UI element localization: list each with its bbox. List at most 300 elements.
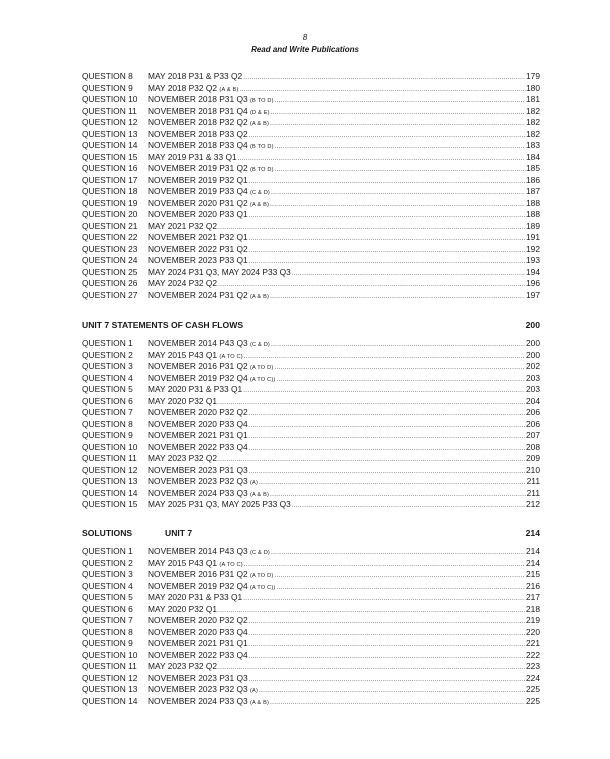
toc-page-number: 206 <box>526 418 540 429</box>
toc-entry-source: NOVEMBER 2016 P31 Q2 <box>148 569 248 579</box>
toc-entry <box>82 684 540 696</box>
toc-page-number: 182 <box>526 128 540 139</box>
dot-leader <box>271 548 525 560</box>
toc-entry-description <box>148 673 249 685</box>
toc-question-label: QUESTION 12 <box>82 672 138 683</box>
toc-page-number: 219 <box>526 615 540 625</box>
dot-leader <box>243 594 525 606</box>
toc-entry <box>82 396 540 408</box>
toc-question-label: QUESTION 13 <box>82 684 138 694</box>
toc-entry <box>82 442 540 454</box>
dot-leader <box>243 386 525 398</box>
toc-entry <box>82 430 540 442</box>
toc-entry-part: (A & B) <box>249 293 270 300</box>
toc-entry-source: NOVEMBER 2019 P32 Q4 <box>148 580 248 591</box>
toc-page-number: 212 <box>526 499 540 509</box>
toc-entry-source: NOVEMBER 2023 P33 Q1 <box>148 255 248 265</box>
toc-entry <box>82 83 540 95</box>
toc-page-number: 225 <box>526 684 540 694</box>
toc-entry-source: NOVEMBER 2020 P31 Q2 <box>148 197 248 208</box>
toc-question-label: QUESTION 7 <box>82 407 133 417</box>
toc-question-label: QUESTION 9 <box>82 82 133 93</box>
toc-entry <box>82 129 540 141</box>
toc-section-solutions <box>82 546 540 707</box>
toc-entry-source: NOVEMBER 2022 P31 Q2 <box>148 243 248 254</box>
toc-question-label: QUESTION 5 <box>82 384 133 394</box>
toc-entry-description <box>148 499 292 511</box>
toc-entry <box>82 209 540 221</box>
toc-entry <box>82 350 540 362</box>
toc-question-label: QUESTION 11 <box>82 453 137 463</box>
toc-question-label: QUESTION 19 <box>82 197 138 208</box>
toc-entry-source: NOVEMBER 2021 P31 Q1 <box>148 430 248 440</box>
toc-entry-description <box>148 627 249 639</box>
toc-entry <box>82 163 540 175</box>
dot-leader <box>249 421 525 433</box>
toc-entry-source: NOVEMBER 2018 P32 Q2 <box>148 117 248 127</box>
toc-unit7-heading <box>82 318 540 332</box>
toc-entry <box>82 615 540 627</box>
toc-entry-description <box>148 592 243 604</box>
toc-page-number: 218 <box>526 603 540 614</box>
toc-page-number: 203 <box>526 384 540 394</box>
toc-entry <box>82 581 540 593</box>
toc-entry <box>82 673 540 685</box>
toc-page-number: 206 <box>526 407 540 417</box>
toc-entry-part: (D & E) <box>249 109 270 116</box>
toc-entry-source: NOVEMBER 2023 P32 Q3 <box>148 476 248 486</box>
toc-question-label: QUESTION 11 <box>82 105 137 116</box>
toc-question-label: QUESTION 21 <box>82 220 138 231</box>
toc-entry-description <box>148 221 218 233</box>
toc-question-label: QUESTION 4 <box>82 372 133 383</box>
toc-page-number: 186 <box>526 174 540 185</box>
toc-page-number: 224 <box>526 672 540 683</box>
toc-question-label: QUESTION 10 <box>82 649 138 660</box>
dot-leader <box>249 177 525 189</box>
toc-entry-source: NOVEMBER 2024 P33 Q3 <box>148 487 248 498</box>
toc-entry-source: MAY 2023 P32 Q2 <box>148 453 218 463</box>
toc-entry-description <box>148 384 243 396</box>
toc-entry-part: (A TO D) <box>249 573 274 579</box>
toc-entry <box>82 638 540 650</box>
toc-entry-part: (B TO D) <box>249 144 274 150</box>
toc-page-number: 204 <box>526 395 540 406</box>
toc-entry-source: MAY 2024 P32 Q2 <box>148 278 218 288</box>
solutions-heading-unit: UNIT 7 <box>165 528 193 538</box>
toc-question-label: QUESTION 22 <box>82 232 138 242</box>
publisher-name: Read and Write Publications <box>251 45 359 54</box>
toc-question-label: QUESTION 20 <box>82 209 138 219</box>
toc-entry-description <box>148 175 249 187</box>
dot-leader <box>238 154 525 166</box>
toc-entry-source: MAY 2020 P32 Q1 <box>148 603 218 614</box>
toc-question-label: QUESTION 16 <box>82 163 138 173</box>
dot-leader <box>218 223 525 235</box>
toc-entry-description <box>148 396 218 408</box>
toc-page-number: 209 <box>526 453 540 463</box>
toc-page-number: 194 <box>526 266 540 277</box>
dot-leader <box>218 606 525 618</box>
toc-entry <box>82 71 540 83</box>
toc-entry-source: NOVEMBER 2020 P33 Q4 <box>148 626 248 637</box>
toc-entry-source: NOVEMBER 2018 P33 Q4 <box>148 140 248 150</box>
toc-question-label: QUESTION 6 <box>82 395 133 406</box>
dot-leader <box>271 108 525 120</box>
toc-page-number: 197 <box>526 289 540 300</box>
dot-leader <box>259 686 525 698</box>
toc-page-number: 200 <box>526 338 540 348</box>
toc-question-label: QUESTION 18 <box>82 186 138 196</box>
dot-leader <box>249 467 525 479</box>
dot-leader <box>240 85 526 97</box>
toc-entry-source: NOVEMBER 2018 P31 Q4 <box>148 105 248 116</box>
toc-entry-source: NOVEMBER 2021 P32 Q1 <box>148 232 248 242</box>
dot-leader <box>249 675 525 687</box>
toc-page-number: 182 <box>526 105 540 116</box>
toc-question-label: QUESTION 1 <box>82 338 133 348</box>
toc-entry <box>82 175 540 187</box>
toc-page-number: 193 <box>526 255 540 265</box>
toc-entry-description <box>148 604 218 616</box>
toc-entry-source: MAY 2015 P43 Q1 <box>148 349 218 360</box>
toc-page-number: 179 <box>526 71 540 81</box>
dot-leader <box>218 398 525 410</box>
toc-page-number: 223 <box>526 661 540 671</box>
toc-entry-description <box>148 696 270 710</box>
toc-question-label: QUESTION 26 <box>82 278 138 288</box>
dot-leader <box>270 119 525 131</box>
dot-leader <box>249 131 525 143</box>
toc-entry <box>82 244 540 256</box>
dot-leader <box>249 246 525 258</box>
toc-entry-part: (A & B) <box>219 86 239 93</box>
toc-entry-part: (A) <box>249 480 259 486</box>
toc-entry-description <box>148 407 249 419</box>
toc-entry <box>82 267 540 279</box>
toc-page-number: 191 <box>526 232 540 242</box>
toc-question-label: QUESTION 3 <box>82 361 133 371</box>
toc-question-label: QUESTION 14 <box>82 140 138 150</box>
toc-entry-description <box>148 232 249 244</box>
toc-entry-part: (A TO C)) <box>249 584 276 591</box>
toc-question-label: QUESTION 1 <box>82 546 133 556</box>
toc-entry-description <box>148 465 249 477</box>
toc-entry <box>82 117 540 129</box>
toc-entry-source: NOVEMBER 2024 P33 Q3 <box>148 695 248 706</box>
toc-section-previous-unit <box>82 71 540 301</box>
toc-entry <box>82 476 540 488</box>
toc-question-label: QUESTION 15 <box>82 499 138 509</box>
toc-page-number: 182 <box>526 117 540 127</box>
toc-entry-source: MAY 2018 P31 & P33 Q2 <box>148 71 243 81</box>
toc-entry-part: (A TO C) <box>219 353 243 360</box>
dot-leader <box>218 663 525 675</box>
toc-page-number: 185 <box>526 163 540 173</box>
page-number: 8 <box>302 33 308 42</box>
toc-page-number: 202 <box>526 361 540 371</box>
toc-entry-part: (B TO D) <box>249 167 274 173</box>
toc-solutions-heading <box>82 526 540 540</box>
dot-leader <box>249 444 525 456</box>
toc-question-label: QUESTION 9 <box>82 430 133 440</box>
toc-entry-description <box>148 255 249 267</box>
toc-page-number: 187 <box>526 186 540 196</box>
toc-question-label: QUESTION 4 <box>82 580 133 591</box>
toc-entry-description <box>148 129 249 141</box>
toc-entry-source: NOVEMBER 2019 P31 Q2 <box>148 163 248 173</box>
toc-entry <box>82 186 540 198</box>
toc-entry <box>82 546 540 558</box>
toc-question-label: QUESTION 13 <box>82 128 138 139</box>
dot-leader <box>243 73 525 85</box>
toc-question-label: QUESTION 15 <box>82 151 138 162</box>
toc-question-label: QUESTION 2 <box>82 349 133 360</box>
toc-entry-source: MAY 2023 P32 Q2 <box>148 661 218 671</box>
dot-leader <box>270 490 526 502</box>
toc-entry-description <box>148 278 218 290</box>
toc-page-number: 207 <box>526 430 540 440</box>
toc-entry-part: (A TO C) <box>219 561 243 568</box>
toc-entry <box>82 255 540 267</box>
toc-question-label: QUESTION 12 <box>82 464 138 475</box>
toc-entry-source: MAY 2025 P31 Q3, MAY 2025 P33 Q3 <box>148 499 291 509</box>
toc-entry-source: NOVEMBER 2023 P31 Q3 <box>148 464 248 475</box>
toc-entry <box>82 604 540 616</box>
toc-entry-part: (A & B) <box>249 699 270 706</box>
toc-entry <box>82 650 540 662</box>
toc-entry <box>82 419 540 431</box>
dot-leader <box>249 432 525 444</box>
toc-question-label: QUESTION 8 <box>82 71 133 81</box>
dot-leader <box>218 455 525 467</box>
toc-entry-source: MAY 2020 P31 & P33 Q1 <box>148 384 243 394</box>
toc-question-label: QUESTION 8 <box>82 418 133 429</box>
toc-section-unit7 <box>82 338 540 511</box>
toc-page-number: 208 <box>526 441 540 452</box>
dot-leader <box>249 617 525 629</box>
toc-entry <box>82 338 540 350</box>
toc-page-number: 214 <box>526 546 540 556</box>
toc-entry <box>82 373 540 385</box>
toc-page-number: 216 <box>526 580 540 591</box>
toc-entry <box>82 569 540 581</box>
toc-entry <box>82 696 540 708</box>
toc-entry-source: NOVEMBER 2018 P31 Q3 <box>148 94 248 104</box>
toc-page-number: 211 <box>526 487 540 498</box>
toc-page-number: 181 <box>526 94 540 104</box>
toc-entry-description <box>148 453 218 465</box>
toc-question-label: QUESTION 14 <box>82 695 138 706</box>
toc-question-label: QUESTION 13 <box>82 476 138 486</box>
dot-leader <box>276 375 525 387</box>
toc-entry-source: MAY 2019 P31 & 33 Q1 <box>148 151 237 162</box>
toc-page-number: 183 <box>526 140 540 150</box>
toc-question-label: QUESTION 2 <box>82 557 133 568</box>
toc-page-number: 210 <box>526 464 540 475</box>
toc-question-label: QUESTION 14 <box>82 487 138 498</box>
dot-leader <box>292 501 525 513</box>
toc-question-label: QUESTION 24 <box>82 255 138 265</box>
toc-entry-source: MAY 2020 P31 & P33 Q1 <box>148 592 243 602</box>
dot-leader <box>276 583 525 595</box>
toc-entry <box>82 488 540 500</box>
toc-entry-source: NOVEMBER 2024 P31 Q2 <box>148 289 248 300</box>
toc-entry-part: (A & B) <box>249 201 270 208</box>
toc-page-number: 196 <box>526 278 540 288</box>
toc-entry-source: MAY 2024 P31 Q3, MAY 2024 P33 Q3 <box>148 266 291 277</box>
toc-question-label: QUESTION 23 <box>82 243 138 254</box>
toc-page-number: 188 <box>526 197 540 208</box>
toc-question-label: QUESTION 7 <box>82 615 133 625</box>
toc-entry-part: (B TO D) <box>249 98 274 104</box>
toc-entry-description <box>148 442 249 454</box>
toc-entry <box>82 384 540 396</box>
toc-entry-part: (A) <box>249 688 259 694</box>
toc-entry <box>82 232 540 244</box>
toc-entry-source: NOVEMBER 2022 P33 Q4 <box>148 441 248 452</box>
toc-entry <box>82 94 540 106</box>
toc-entry-part: (A TO D) <box>249 365 274 371</box>
dot-leader <box>270 200 525 212</box>
toc-entry <box>82 198 540 210</box>
toc-entry-part: (A TO C)) <box>249 376 276 383</box>
toc-question-label: QUESTION 12 <box>82 117 138 127</box>
toc-entry-source: NOVEMBER 2014 P43 Q3 <box>148 546 248 556</box>
dot-leader <box>249 211 525 223</box>
toc-entry <box>82 661 540 673</box>
toc-question-label: QUESTION 9 <box>82 638 133 648</box>
toc-question-label: QUESTION 11 <box>82 661 137 671</box>
toc-entry <box>82 140 540 152</box>
toc-page-number: 222 <box>526 649 540 660</box>
toc-entry <box>82 499 540 511</box>
toc-entry-source: NOVEMBER 2023 P31 Q3 <box>148 672 248 683</box>
toc-question-label: QUESTION 27 <box>82 289 138 300</box>
toc-entry-description <box>148 267 292 279</box>
toc-entry <box>82 221 540 233</box>
toc-page-number: 215 <box>526 569 540 579</box>
toc-entry-source: NOVEMBER 2014 P43 Q3 <box>148 338 248 348</box>
unit7-heading-page: 200 <box>525 320 540 330</box>
dot-leader <box>270 698 525 710</box>
toc-entry-description <box>148 244 249 256</box>
dot-leader <box>244 560 525 572</box>
toc-entry <box>82 361 540 373</box>
dot-leader <box>259 478 526 490</box>
toc-entry-source: NOVEMBER 2020 P32 Q2 <box>148 407 248 417</box>
dot-leader <box>274 571 525 583</box>
toc-page-number: 217 <box>526 592 540 602</box>
toc-entry-description <box>148 661 218 673</box>
toc-entry-description <box>148 71 243 83</box>
toc-entry-description <box>148 419 249 431</box>
toc-entry-part: (C & D) <box>249 550 270 556</box>
toc-entry <box>82 627 540 639</box>
unit7-heading-title: UNIT 7 STATEMENTS OF CASH FLOWS <box>82 320 244 330</box>
toc-entry-source: MAY 2015 P43 Q1 <box>148 557 218 568</box>
toc-page-number: 192 <box>526 243 540 254</box>
toc-entry <box>82 152 540 164</box>
toc-entry-source: MAY 2020 P32 Q1 <box>148 395 218 406</box>
dot-leader <box>249 640 525 652</box>
toc-entry-source: MAY 2021 P32 Q2 <box>148 220 218 231</box>
toc-question-label: QUESTION 10 <box>82 94 138 104</box>
toc-question-label: QUESTION 3 <box>82 569 133 579</box>
toc-entry-part: (C & D) <box>249 342 270 348</box>
toc-question-label: QUESTION 17 <box>82 174 138 185</box>
dot-leader <box>271 188 525 200</box>
toc-page-number: 211 <box>526 476 540 486</box>
toc-entry <box>82 592 540 604</box>
toc-entry-source: NOVEMBER 2020 P33 Q4 <box>148 418 248 429</box>
toc-entry <box>82 558 540 570</box>
solutions-heading-page: 214 <box>525 528 540 538</box>
toc-page-number: 225 <box>526 695 540 706</box>
toc-question-label: QUESTION 10 <box>82 441 138 452</box>
dot-leader <box>275 96 525 108</box>
toc-entry-description <box>148 152 238 164</box>
toc-page-number: 221 <box>526 638 540 648</box>
toc-entry <box>82 407 540 419</box>
toc-page-number: 180 <box>526 82 540 93</box>
toc-entry-part: (A & B) <box>249 491 270 498</box>
dot-leader <box>244 352 525 364</box>
dot-leader <box>249 234 525 246</box>
dot-leader <box>275 142 525 154</box>
solutions-heading-title: SOLUTIONS <box>82 528 133 538</box>
toc-page-number: 184 <box>526 151 540 162</box>
dot-leader <box>249 409 525 421</box>
toc-entry-source: NOVEMBER 2019 P32 Q1 <box>148 174 248 185</box>
dot-leader <box>292 269 525 281</box>
toc-page-number: 200 <box>526 349 540 360</box>
toc-page-number: 189 <box>526 220 540 231</box>
toc-page-number: 214 <box>526 557 540 568</box>
toc-entry-part: (C & D) <box>249 190 270 196</box>
toc-entry-source: MAY 2018 P32 Q2 <box>148 82 218 93</box>
toc-page-number: 203 <box>526 372 540 383</box>
toc-entry-source: NOVEMBER 2022 P33 Q4 <box>148 649 248 660</box>
toc-entry <box>82 465 540 477</box>
dot-leader <box>270 292 525 304</box>
toc-entry <box>82 106 540 118</box>
toc-entry-source: NOVEMBER 2019 P32 Q4 <box>148 372 248 383</box>
toc-entry-description <box>148 430 249 442</box>
toc-entry-description <box>148 638 249 650</box>
dot-leader <box>249 652 525 664</box>
toc-page-number: 220 <box>526 626 540 637</box>
dot-leader <box>275 165 525 177</box>
dot-leader <box>271 340 525 352</box>
toc-entry-source: NOVEMBER 2023 P32 Q3 <box>148 684 248 694</box>
toc-entry-source: NOVEMBER 2021 P31 Q1 <box>148 638 248 648</box>
toc-question-label: QUESTION 6 <box>82 603 133 614</box>
toc-entry-source: NOVEMBER 2020 P32 Q2 <box>148 615 248 625</box>
toc-entry-source: NOVEMBER 2018 P33 Q2 <box>148 128 248 139</box>
toc-page-number: 188 <box>526 209 540 219</box>
toc-entry-source: NOVEMBER 2019 P33 Q4 <box>148 186 248 196</box>
toc-entry <box>82 453 540 465</box>
dot-leader <box>274 363 525 375</box>
toc-entry <box>82 290 540 302</box>
toc-entry-description <box>148 209 249 221</box>
toc-question-label: QUESTION 8 <box>82 626 133 637</box>
toc-entry-description <box>148 650 249 662</box>
dot-leader <box>249 629 525 641</box>
toc-entry-description <box>148 290 270 304</box>
toc-entry-source: NOVEMBER 2020 P33 Q1 <box>148 209 248 219</box>
